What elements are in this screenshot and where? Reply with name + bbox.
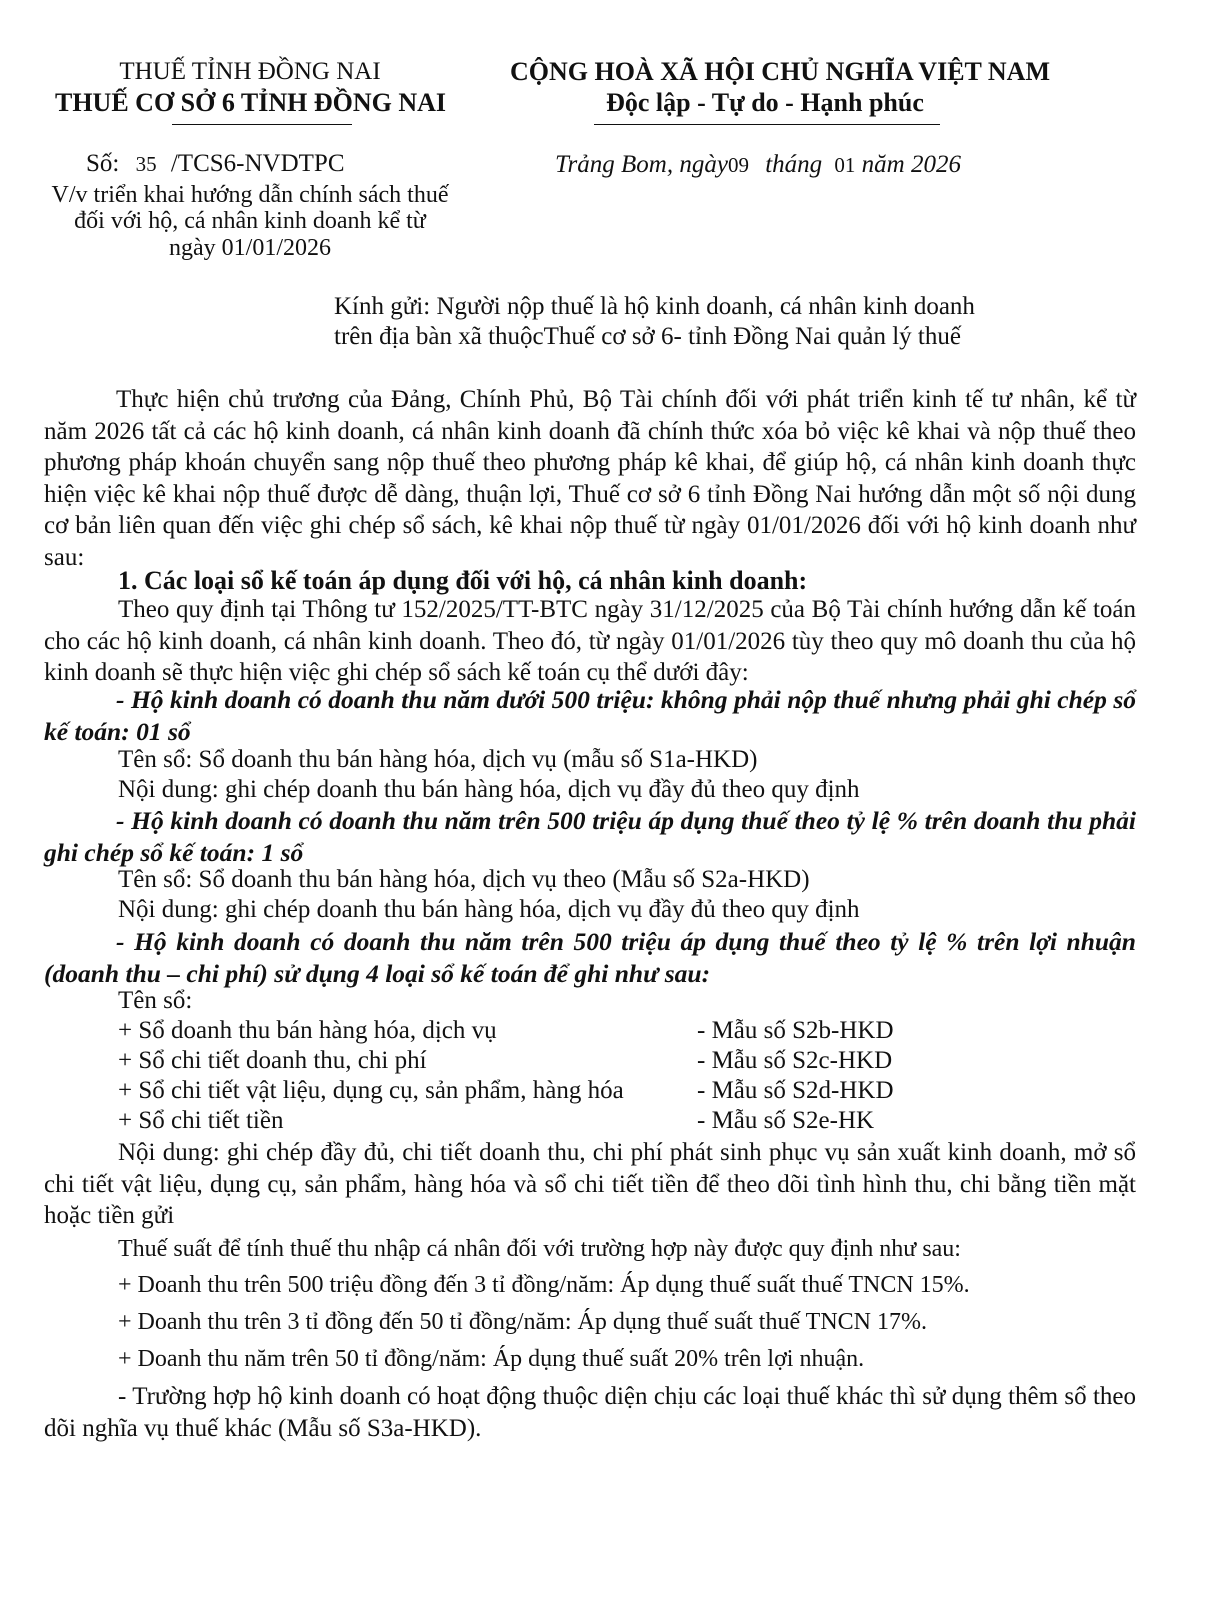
- book-name: + Sổ chi tiết tiền: [118, 1107, 284, 1134]
- recipient-line-1: Kính gửi: Người nộp thuế là hộ kinh doanh, cá nhân kinh doanh: [334, 293, 975, 320]
- case-2-content: Nội dung: ghi chép doanh thu bán hàng hóa, dịch vụ đầy đủ theo quy định: [118, 896, 860, 923]
- case-1-content: Nội dung: ghi chép doanh thu bán hàng hóa, dịch vụ đầy đủ theo quy định: [118, 776, 860, 803]
- case-2-book: Tên sổ: Sổ doanh thu bán hàng hóa, dịch vụ theo (Mẫu số S2a-HKD): [118, 866, 810, 893]
- tax-rate-intro: Thuế suất để tính thuế thu nhập cá nhân đối với trường hợp này được quy định như sau:: [118, 1236, 961, 1262]
- number-suffix: /TCS6-NVDTPC: [170, 150, 345, 177]
- document-number: [86, 150, 345, 178]
- agency-name: THUẾ CƠ SỞ 6 TỈNH ĐỒNG NAI: [54, 88, 447, 117]
- intro-paragraph: Thực hiện chủ trương của Đảng, Chính Phủ, Bộ Tài chính đối với phát triển kinh tế tư nhân, kể từ năm 2026 tất cả các hộ kinh doanh, cá nhân kinh doanh đã chính thức xóa bỏ việc kê khai và nộp thuế theo phương pháp khoán chuyển sang nộp thuế theo phương pháp kê khai, để giúp hộ, cá nhân kinh doanh thực hiện việc kê khai nộp thuế được dễ dàng, thuận lợi, Thuế cơ sở 6 tỉnh Đồng Nai hướng dẫn một số nội dung cơ bản liên quan đến việc ghi chép sổ sách, kê khai nộp thuế từ ngày 01/01/2026 đối với hộ kinh doanh như sau:: [44, 386, 1136, 571]
- motto-underline: [594, 124, 940, 125]
- date-month-label: tháng: [765, 151, 823, 178]
- case-3-title: - Hộ kinh doanh có doanh thu năm trên 500 triệu áp dụng thuế theo tỷ lệ % trên lợi nhuận (doanh thu – chi phí) sử dụng 4 loại sổ kế toán để ghi như sau:: [44, 927, 1136, 988]
- other-tax-paragraph: - Trường hợp hộ kinh doanh có hoạt động thuộc diện chịu các loại thuế khác thì sử dụng thêm sổ theo dõi nghĩa vụ thuế khác (Mẫu số S3a-HKD).: [44, 1383, 1136, 1442]
- tax-rate-item: + Doanh thu trên 3 tỉ đồng đến 50 tỉ đồng/năm: Áp dụng thuế suất thuế TNCN 17%.: [118, 1309, 928, 1335]
- section-1-intro: Theo quy định tại Thông tư 152/2025/TT-BTC ngày 31/12/2025 của Bộ Tài chính hướng dẫn kế toán cho các hộ kinh doanh, cá nhân kinh doanh. Theo đó, từ ngày 01/01/2026 tùy theo quy mô doanh thu của hộ kinh doanh sẽ thực hiện việc ghi chép sổ sách kế toán cụ thể dưới đây:: [44, 596, 1136, 686]
- book-name: + Sổ chi tiết doanh thu, chi phí: [118, 1047, 427, 1074]
- book-form: - Mẫu số S2b-HKD: [697, 1017, 894, 1044]
- subject-line-3: ngày 01/01/2026: [169, 235, 331, 261]
- date-place: Trảng Bom, ngày: [555, 151, 728, 178]
- book-name: + Sổ doanh thu bán hàng hóa, dịch vụ: [118, 1017, 497, 1044]
- date-year: năm 2026: [861, 151, 961, 178]
- tax-rate-item: + Doanh thu trên 500 triệu đồng đến 3 tỉ đồng/năm: Áp dụng thuế suất thuế TNCN 15%.: [118, 1272, 970, 1298]
- document-date: [555, 151, 961, 179]
- case-1-book: Tên sổ: Sổ doanh thu bán hàng hóa, dịch vụ (mẫu số S1a-HKD): [118, 746, 758, 773]
- subject-line-1: V/v triển khai hướng dẫn chính sách thuế: [51, 182, 449, 208]
- case-3-book-label: Tên sổ:: [118, 987, 193, 1014]
- nation-name: CỘNG HOÀ XÃ HỘI CHỦ NGHĨA VIỆT NAM: [509, 57, 1051, 86]
- agency-parent: THUẾ TỈNH ĐỒNG NAI: [119, 58, 381, 85]
- book-form: - Mẫu số S2c-HKD: [697, 1047, 893, 1074]
- date-month: 01: [834, 153, 856, 177]
- date-day: 09: [727, 153, 749, 177]
- agency-underline: [172, 124, 352, 125]
- case-2-title: - Hộ kinh doanh có doanh thu năm trên 500 triệu áp dụng thuế theo tỷ lệ % trên doanh thu phải ghi chép sổ kế toán: 1 sổ: [44, 806, 1136, 867]
- recipient-line-2: trên địa bàn xã thuộcThuế cơ sở 6- tỉnh Đồng Nai quản lý thuế: [334, 323, 961, 350]
- section-1-title: 1. Các loại sổ kế toán áp dụng đối với hộ, cá nhân kinh doanh:: [118, 566, 808, 595]
- case-3-content: Nội dung: ghi chép đầy đủ, chi tiết doanh thu, chi phí phát sinh phục vụ sản xuất kinh doanh, mở sổ chi tiết vật liệu, dụng cụ, sản phẩm, hàng hóa và sổ chi tiết tiền để theo dõi tình hình thu, chi bằng tiền mặt hoặc tiền gửi: [44, 1139, 1136, 1229]
- tax-rate-item: + Doanh thu năm trên 50 tỉ đồng/năm: Áp dụng thuế suất 20% trên lợi nhuận.: [118, 1346, 865, 1372]
- book-form: - Mẫu số S2e-HK: [697, 1107, 875, 1134]
- number-prefix: Số:: [86, 150, 120, 177]
- case-1-title: - Hộ kinh doanh có doanh thu năm dưới 500 triệu: không phải nộp thuế nhưng phải ghi chép sổ kế toán: 01 sổ: [44, 685, 1136, 746]
- book-name: + Sổ chi tiết vật liệu, dụng cụ, sản phẩm, hàng hóa: [118, 1077, 624, 1104]
- subject-line-2: đối với hộ, cá nhân kinh doanh kể từ: [74, 208, 426, 234]
- motto: Độc lập - Tự do - Hạnh phúc: [606, 88, 924, 117]
- number-value: 35: [135, 152, 157, 176]
- book-form: - Mẫu số S2d-HKD: [697, 1077, 894, 1104]
